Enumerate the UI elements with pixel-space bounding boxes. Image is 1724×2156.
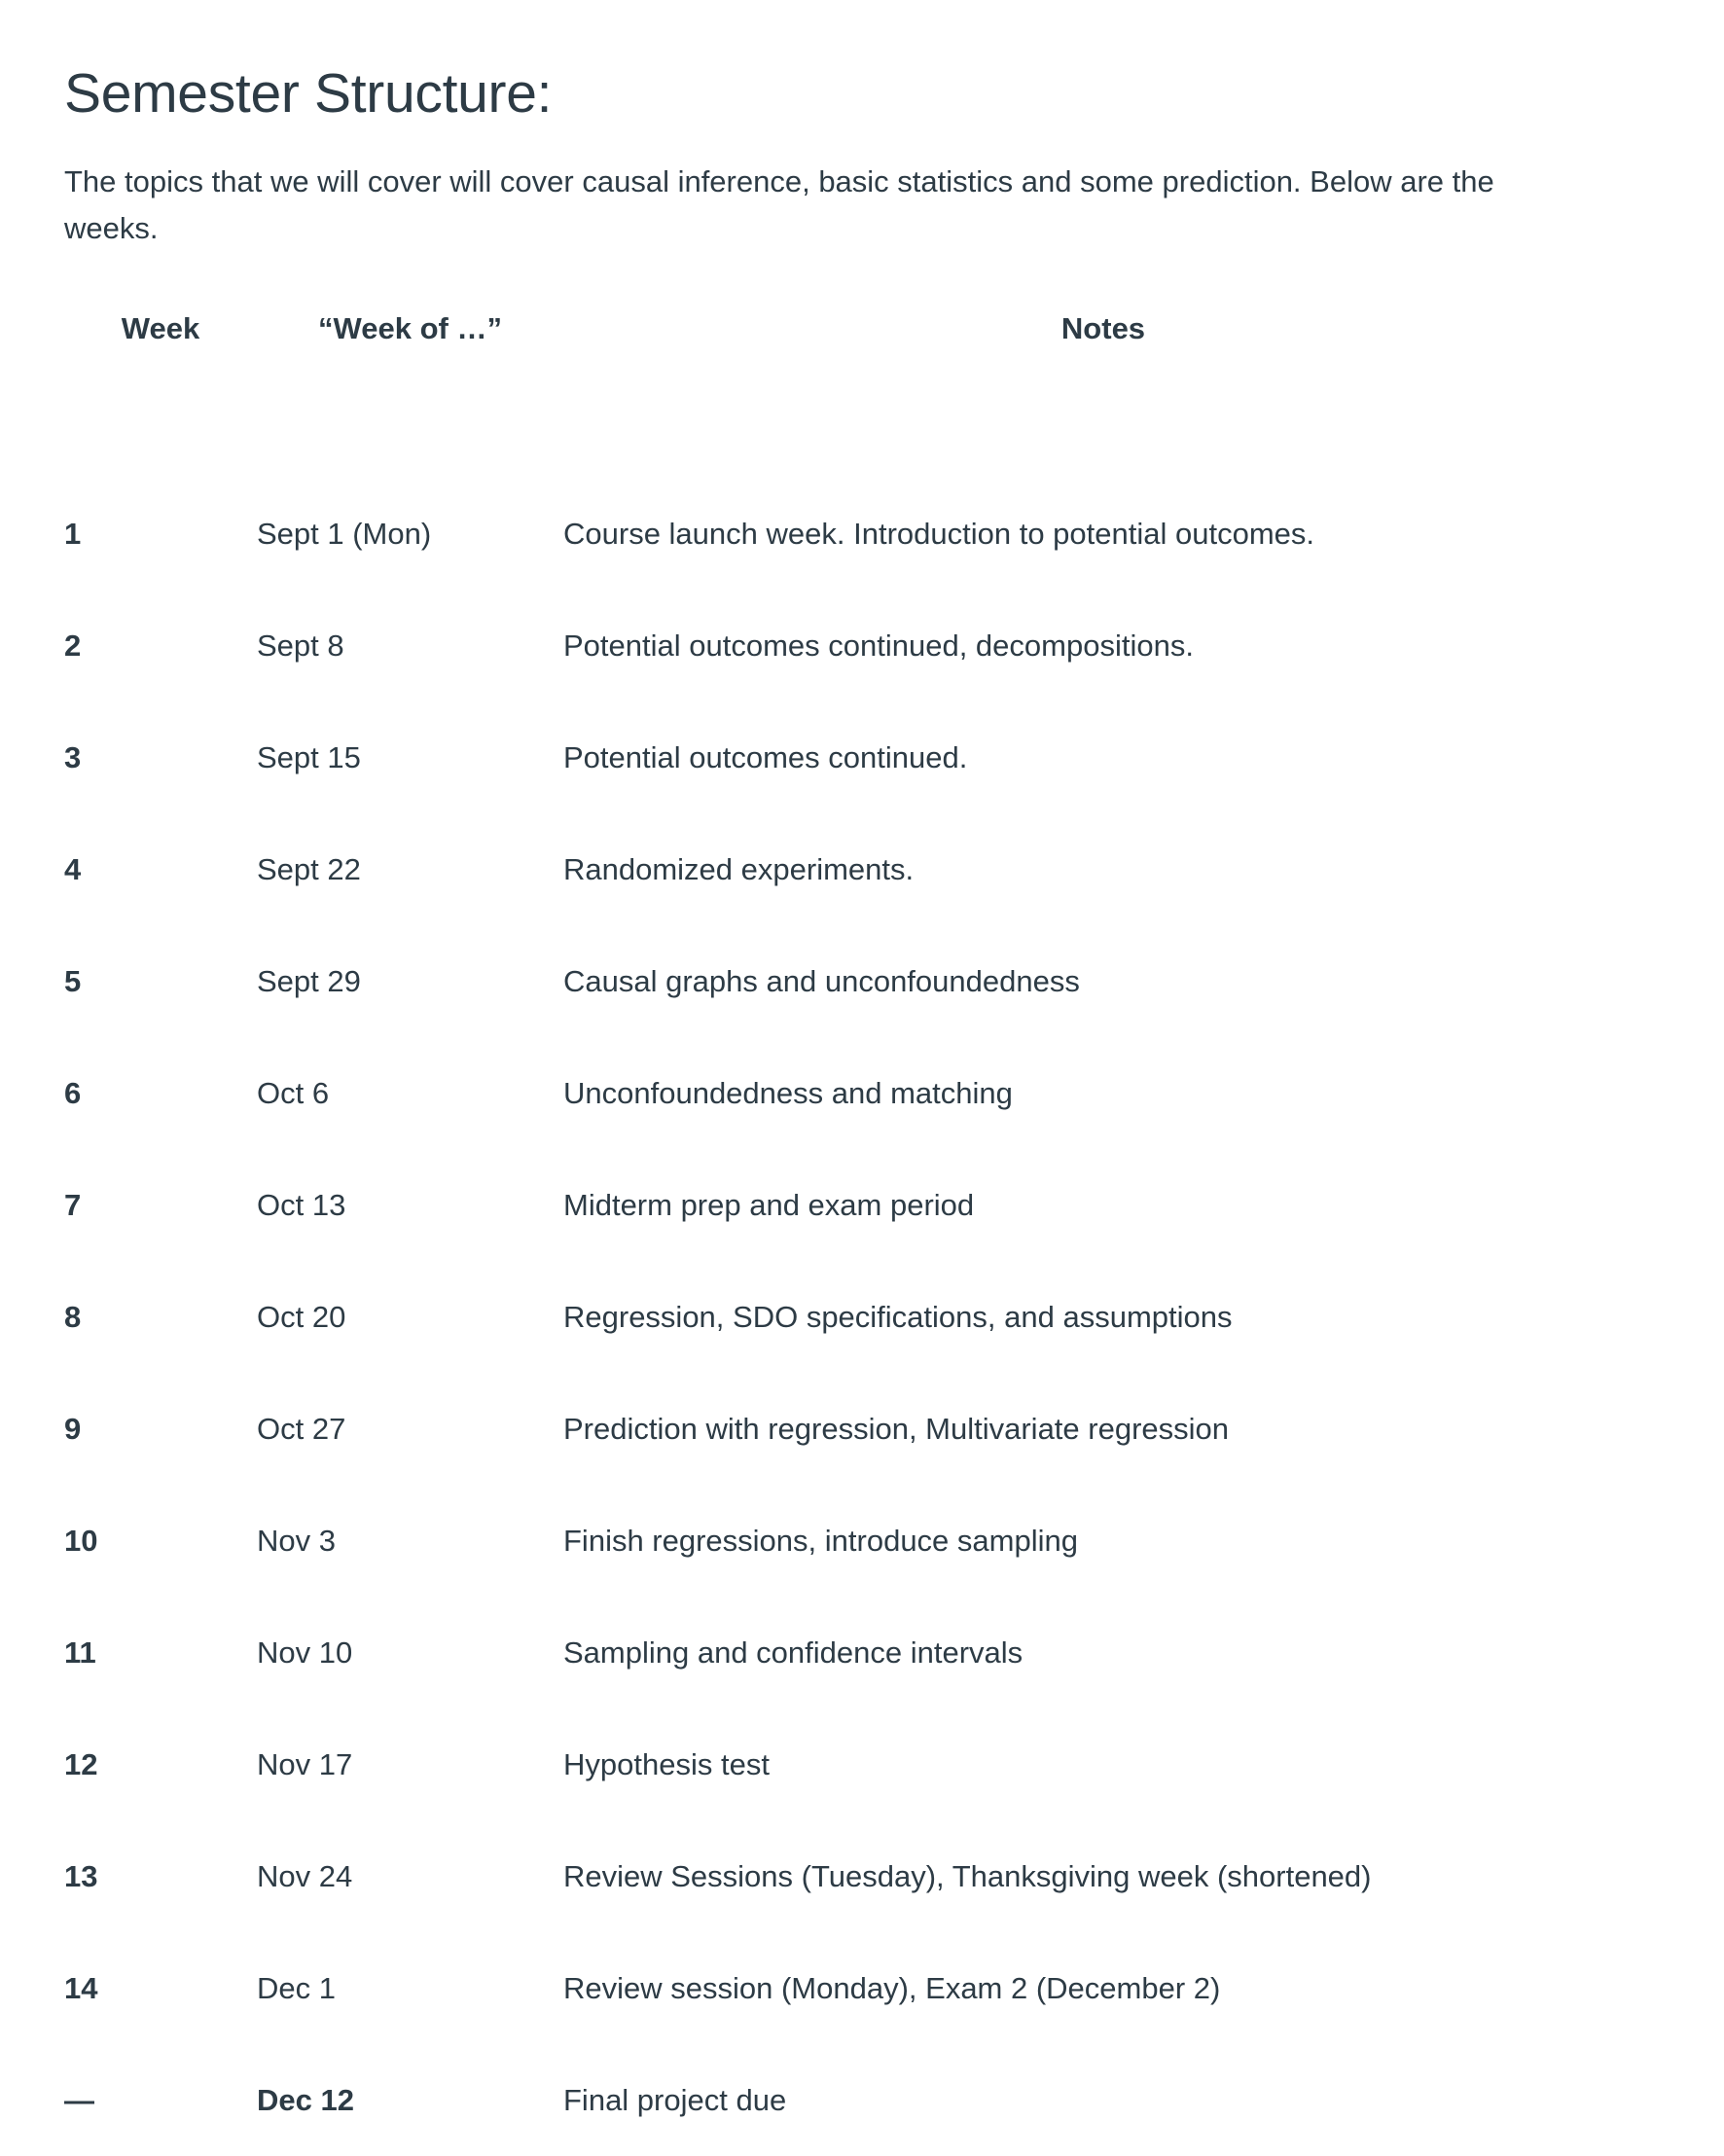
table-row <box>64 1820 1643 1932</box>
schedule-table <box>64 292 1643 2156</box>
week-number: 4 <box>64 851 82 886</box>
week-date: Nov 3 <box>257 1523 336 1558</box>
spacer-cell <box>64 366 1643 478</box>
intro-paragraph: The topics that we will cover will cover causal inference, basic statistics and some prediction. Below are the weeks. <box>64 164 1494 245</box>
week-date: Oct 6 <box>257 1075 330 1110</box>
week-date: Oct 20 <box>257 1299 346 1334</box>
table-row <box>64 590 1643 701</box>
week-notes: Review session (Monday), Exam 2 (December 2) <box>563 1970 1221 2005</box>
table-row <box>64 1485 1643 1597</box>
week-date: Oct 27 <box>257 1411 346 1446</box>
week-number: 11 <box>64 1635 96 1670</box>
week-number: 8 <box>64 1299 82 1334</box>
week-notes: Potential outcomes continued. <box>563 739 968 774</box>
week-number: 2 <box>64 628 82 663</box>
table-row <box>64 1932 1643 2044</box>
week-date: Dec 12 <box>257 2082 354 2117</box>
schedule-body <box>64 478 1643 2156</box>
week-number: 7 <box>64 1187 82 1222</box>
week-date: Sept 22 <box>257 851 361 886</box>
week-notes: Randomized experiments. <box>563 851 915 886</box>
header-spacer <box>64 366 1643 478</box>
week-number: — <box>64 2082 94 2117</box>
week-notes: Sampling and confidence intervals <box>563 1635 1024 1670</box>
week-notes: Midterm prep and exam period <box>563 1187 975 1222</box>
week-notes: Causal graphs and unconfoundedness <box>563 963 1080 998</box>
table-row <box>64 2044 1643 2156</box>
table-row <box>64 478 1643 590</box>
week-number: 10 <box>64 1523 98 1558</box>
table-row <box>64 1597 1643 1708</box>
table-row <box>64 1708 1643 1820</box>
week-notes: Course launch week. Introduction to potential outcomes. <box>563 516 1315 551</box>
week-date: Sept 15 <box>257 739 361 774</box>
table-row <box>64 813 1643 925</box>
week-date: Sept 8 <box>257 628 344 663</box>
table-row <box>64 701 1643 813</box>
week-notes: Review Sessions (Tuesday), Thanksgiving week (shortened) <box>563 1858 1372 1893</box>
week-number: 3 <box>64 739 82 774</box>
page-title: Semester Structure: <box>64 62 553 125</box>
week-date: Nov 24 <box>257 1858 353 1893</box>
week-date: Nov 17 <box>257 1746 353 1781</box>
week-notes: Prediction with regression, Multivariate regression <box>563 1411 1230 1446</box>
table-row <box>64 1149 1643 1261</box>
table-row <box>64 1037 1643 1149</box>
week-notes: Regression, SDO specifications, and assumptions <box>563 1299 1233 1334</box>
week-number: 9 <box>64 1411 82 1446</box>
week-date: Oct 13 <box>257 1187 346 1222</box>
table-header-row <box>64 292 1643 366</box>
week-date: Sept 1 (Mon) <box>257 516 432 551</box>
week-number: 14 <box>64 1970 98 2005</box>
week-notes: Finish regressions, introduce sampling <box>563 1523 1078 1558</box>
header-week: Week <box>121 311 200 345</box>
week-notes: Unconfoundedness and matching <box>563 1075 1013 1110</box>
header-notes: Notes <box>1060 311 1146 345</box>
table-row <box>64 1373 1643 1485</box>
week-date: Nov 10 <box>257 1635 353 1670</box>
week-date: Sept 29 <box>257 963 361 998</box>
week-date: Dec 1 <box>257 1970 336 2005</box>
week-notes: Potential outcomes continued, decompositions. <box>563 628 1194 663</box>
week-number: 6 <box>64 1075 82 1110</box>
week-number: 12 <box>64 1746 98 1781</box>
week-number: 5 <box>64 963 82 998</box>
week-notes: Final project due <box>563 2082 787 2117</box>
header-week-of: “Week of …” <box>318 311 502 345</box>
table-row <box>64 1261 1643 1373</box>
week-number: 13 <box>64 1858 98 1893</box>
week-notes: Hypothesis test <box>563 1746 770 1781</box>
table-row <box>64 925 1643 1037</box>
week-number: 1 <box>64 516 82 551</box>
